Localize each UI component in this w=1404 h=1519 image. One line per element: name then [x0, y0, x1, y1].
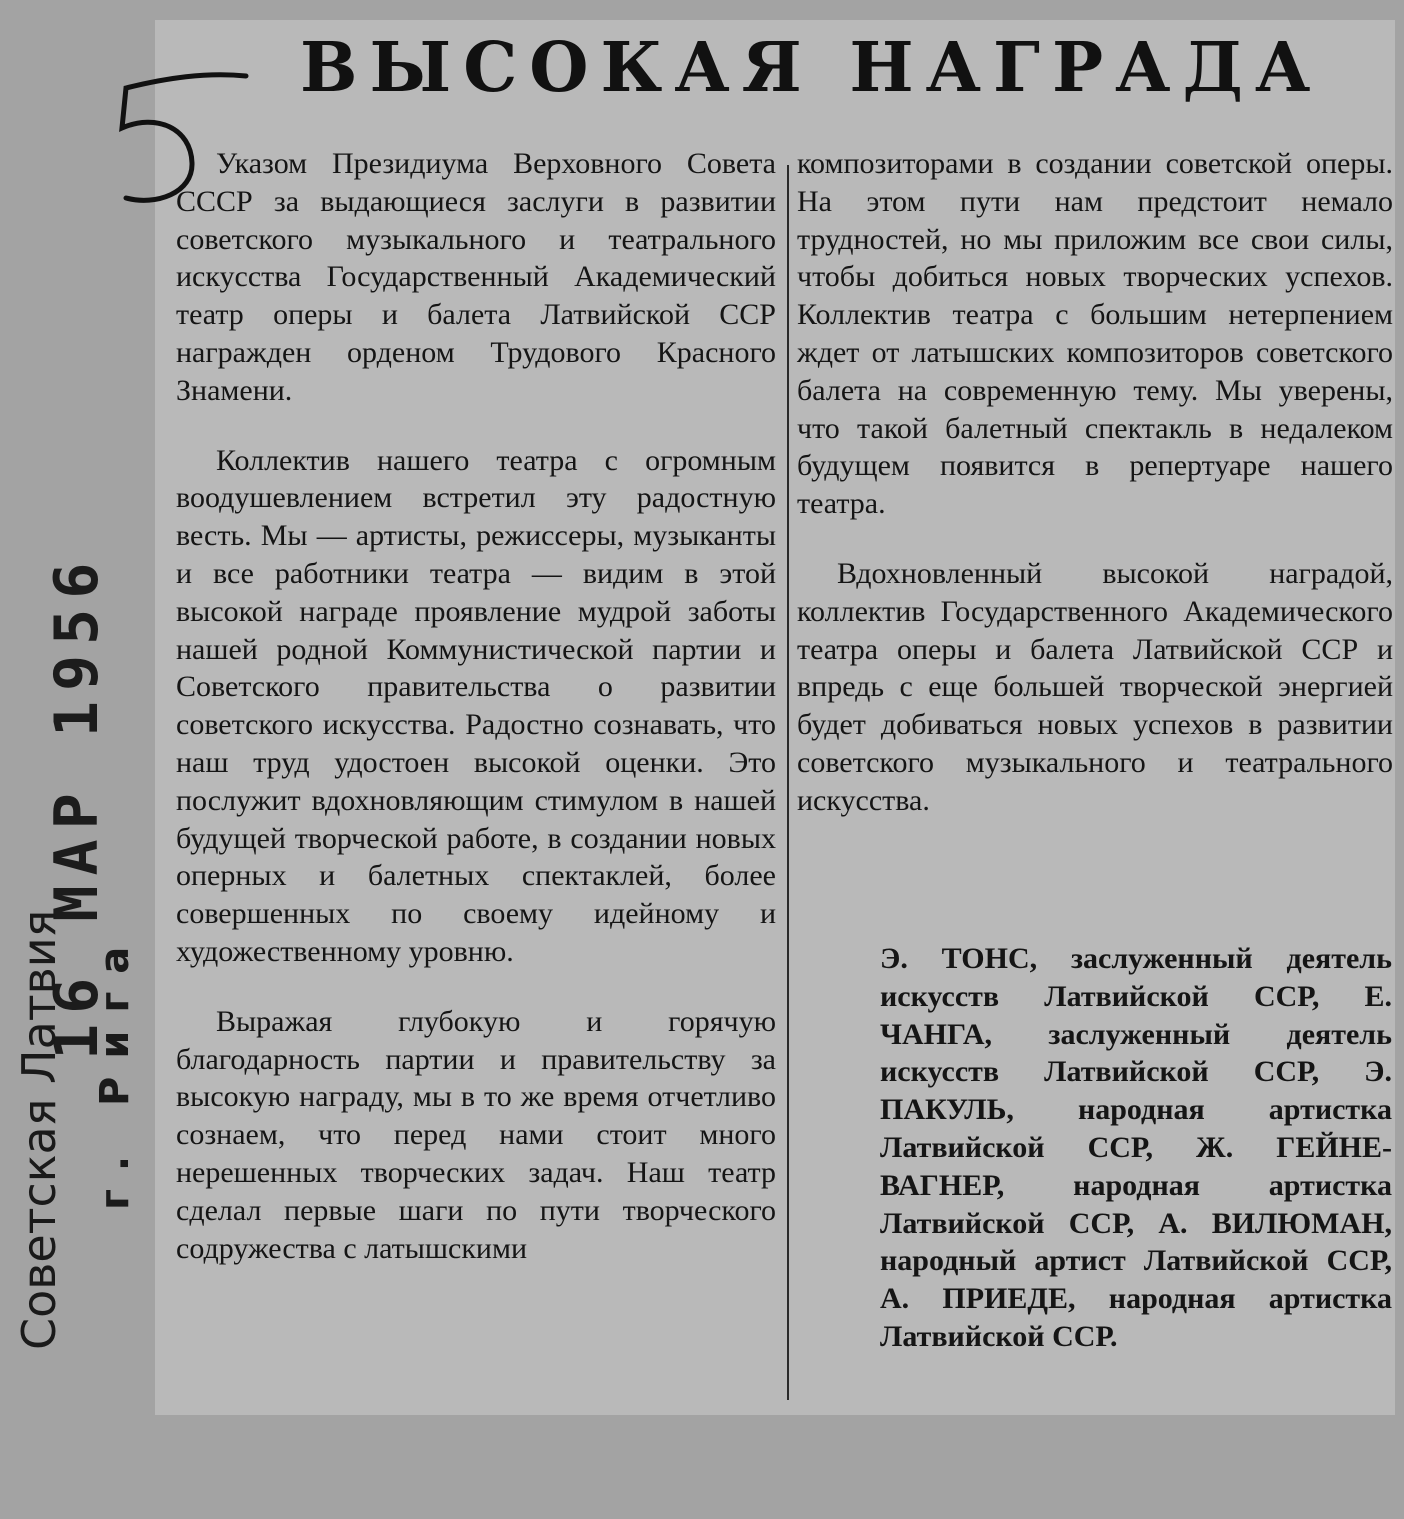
article-right-column: [797, 145, 1393, 820]
signatory-name: Е. ЧАНГА: [880, 979, 1393, 1051]
article-left-column: [176, 145, 776, 1267]
signatory-title: народная артистка Латвийской ССР: [880, 1168, 1392, 1240]
signatory-name: А. ПРИЕДЕ: [880, 1282, 1069, 1316]
signatory-name: Э. ТОНС: [880, 942, 1030, 975]
paragraph-4: Вдохновленный высокой наградой, коллектив Государственного Академического театра оперы и балета Латвийской ССР и впредь с еще большей творческой энергией будет добиваться новых успехов в развитии советского музыкального и театрального искусства.: [797, 556, 1393, 817]
paragraph-1: Указом Президиума Верховного Совета СССР за выдающиеся заслуги в развитии советского музыкального и театрального искусства Государственный Академический театр оперы и балета Латвийской ССР награжден орденом Трудового Красного Знамени.: [176, 147, 776, 407]
stamp-newspaper-name: Советская Латвия: [12, 909, 66, 1350]
article-headline: ВЫСОКАЯ НАГРАДА: [300, 28, 1323, 108]
paragraph-3-continued: композиторами в создании советской оперы. На этом пути нам предстоит немало трудностей, но мы приложим все свои силы, чтобы добиться новых творческих успехов. Коллектив театра с большим нетерпением ждет от латышских композиторов советского балета на современную тему. Мы уверены, что такой балетный спектакль в недалеком будущем появится в репертуаре нашего театра.: [797, 147, 1393, 521]
signatories-block: Э. ТОНС, заслуженный деятель искусств Латвийской ССР, Е. ЧАНГА, заслуженный деятель искусств Латвийской ССР, Э. ПАКУЛЬ, народная артистка Латвийской ССР, Ж. ГЕЙНЕ-ВАГНЕР, народная артистка Латвийской ССР, А. ВИЛЮМАН, народный артист Латвийской ССР, А. ПРИЕДЕ, народная артистка Латвийской ССР.: [880, 942, 1393, 1353]
signatory-title: народный артист Латвийской ССР: [880, 1244, 1385, 1278]
paragraph-2: Коллектив нашего театра с огромным воодушевлением встретил эту радостную весть. Мы — артисты, режиссеры, музыканты и все работники театра — видим в этой высокой награде проявление мудрой заботы нашей родной Коммунистической партии и Советского правительства о развитии советского искусства. Радостно сознавать, что наш труд удостоен высокой оценки. Это послужит вдохновляющим стимулом в нашей будущей творческой работе, в создании новых оперных и балетных спектаклей, более совершенных по своему идейному и художественному уровню.: [176, 443, 776, 968]
column-divider: [787, 165, 789, 1400]
stamp-city: г. Рига: [92, 928, 138, 1210]
signatory-title: народная артистка Латвийской ССР: [880, 1282, 1392, 1353]
signatory-name: Ж. ГЕЙНЕ-ВАГНЕР: [880, 1130, 1393, 1202]
signatory-title: заслуженный деятель искусств Латвийской ССР: [880, 1017, 1392, 1089]
signatory-name: А. ВИЛЮМАН: [1158, 1206, 1385, 1240]
signatory-title: народная артистка Латвийской ССР: [880, 1093, 1392, 1164]
archive-stamp: [0, 0, 150, 1519]
signatory-title: заслуженный деятель искусств Латвийской ССР: [880, 942, 1393, 1013]
signatory-name: Э. ПАКУЛЬ: [880, 1055, 1392, 1127]
stamp-date: 16 МАР 1956: [42, 552, 112, 1060]
paragraph-3: Выражая глубокую и горячую благодарность партии и правительству за высокую награду, мы в то же время отчетливо сознаем, что перед нами стоит много нерешенных творческих задач. Наш театр сделал первые шаги по пути творческого содружества с латышскими: [176, 1004, 776, 1265]
